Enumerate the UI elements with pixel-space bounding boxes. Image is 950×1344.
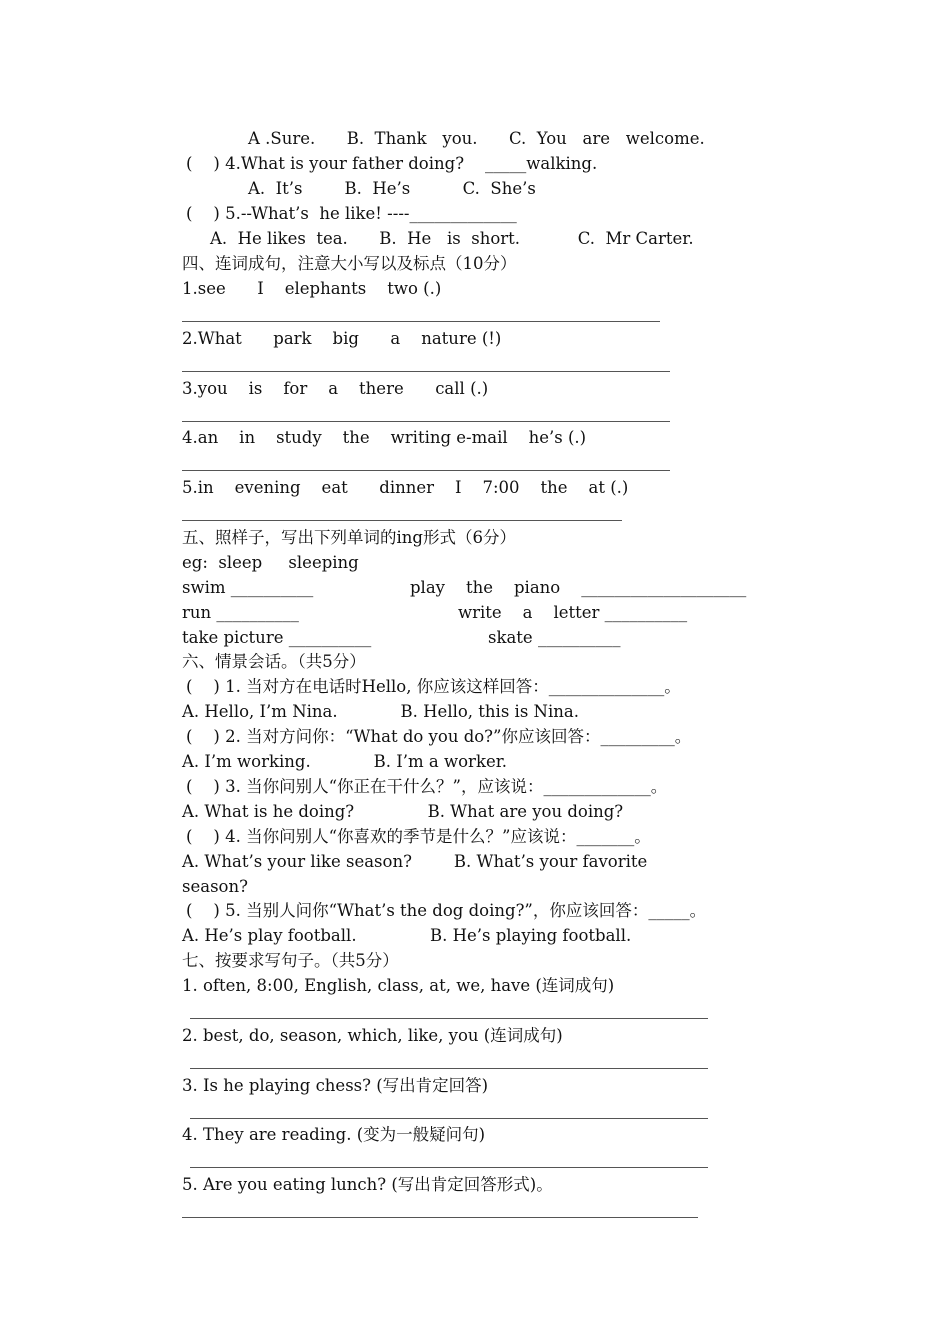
answer-line-7-5[interactable] [182, 1217, 698, 1218]
section6-q2-options: A. I’m working. B. I’m a worker. [182, 752, 508, 771]
section5-row3-left: take picture __________ [182, 628, 372, 647]
section6-q1-options: A. Hello, I’m Nina. B. Hello, this is Nina. [182, 702, 579, 721]
section4-title: 四、连词成句，注意大小写以及标点（10分） [182, 254, 517, 273]
section7-item-3: 3. Is he playing chess? (写出肯定回答) [182, 1076, 489, 1095]
section6-q4-options-cont: season? [182, 877, 248, 896]
section6-q5: ( ) 5. 当别人问你“What’s the dog doing?”，你应该回答：_____。 [186, 901, 707, 920]
answer-line-4-4[interactable] [182, 470, 670, 471]
section6-q5-options: A. He’s play football. B. He’s playing football. [182, 926, 632, 945]
answer-line-7-2[interactable] [190, 1068, 708, 1069]
section4-item-1: 1.see I elephants two (.) [182, 279, 442, 298]
answer-line-7-3[interactable] [190, 1118, 708, 1119]
section7-item-5: 5. Are you eating lunch? (写出肯定回答形式)。 [182, 1175, 553, 1194]
section7-item-1: 1. often, 8:00, English, class, at, we, have (连词成句) [182, 976, 615, 995]
section3-q4-options: A. It’s B. He’s C. She’s [248, 179, 536, 198]
section6-q3: ( ) 3. 当你问别人“你正在干什么？”，应该说：_____________。 [186, 777, 668, 796]
section3-q5-options: A. He likes tea. B. He is short. C. Mr Carter. [210, 229, 694, 248]
section6-q2: ( ) 2. 当对方问你：“What do you do?”你应该回答：_________。 [186, 727, 692, 746]
section6-q1: ( ) 1. 当对方在电话时Hello, 你应该这样回答：______________。 [186, 677, 681, 696]
section6-q3-options: A. What is he doing? B. What are you doing? [182, 802, 624, 821]
answer-line-4-3[interactable] [182, 421, 670, 422]
answer-line-4-5[interactable] [182, 520, 622, 521]
answer-line-4-2[interactable] [182, 371, 670, 372]
section6-q4-options: A. What’s your like season? B. What’s your favorite [182, 852, 648, 871]
section5-row2-left: run __________ [182, 603, 299, 622]
section3-q5: ( ) 5.--What’s he like! ----_____________ [186, 204, 517, 223]
section4-item-4: 4.an in study the writing e-mail he’s (.) [182, 428, 587, 447]
section7-item-2: 2. best, do, season, which, like, you (连词成句) [182, 1026, 563, 1045]
section5-row1-left: swim __________ [182, 578, 314, 597]
section4-item-3: 3.you is for a there call (.) [182, 379, 489, 398]
section7-title: 七、按要求写句子。（共5分） [182, 951, 399, 970]
answer-line-7-4[interactable] [190, 1167, 708, 1168]
section4-item-5: 5.in evening eat dinner I 7:00 the at (.) [182, 478, 629, 497]
answer-line-7-1[interactable] [190, 1018, 708, 1019]
section7-item-4: 4. They are reading. (变为一般疑问句) [182, 1125, 486, 1144]
section5-row1-right: play the piano ____________________ [410, 578, 747, 597]
section6-title: 六、情景会话。（共5分） [182, 652, 366, 671]
section5-title: 五、照样子，写出下列单词的ing形式（6分） [182, 528, 516, 547]
section5-row2-right: write a letter __________ [458, 603, 688, 622]
section4-item-2: 2.What park big a nature (!) [182, 329, 502, 348]
section3-q4: ( ) 4.What is your father doing? _____walking. [186, 154, 598, 173]
section3-q3-options: A .Sure. B. Thank you. C. You are welcome. [248, 129, 705, 148]
section5-row3-right: skate __________ [488, 628, 621, 647]
section6-q4: ( ) 4. 当你问别人“你喜欢的季节是什么？”应该说：_______。 [186, 827, 651, 846]
answer-line-4-1[interactable] [182, 321, 660, 322]
section5-example: eg: sleep sleeping [182, 553, 359, 572]
